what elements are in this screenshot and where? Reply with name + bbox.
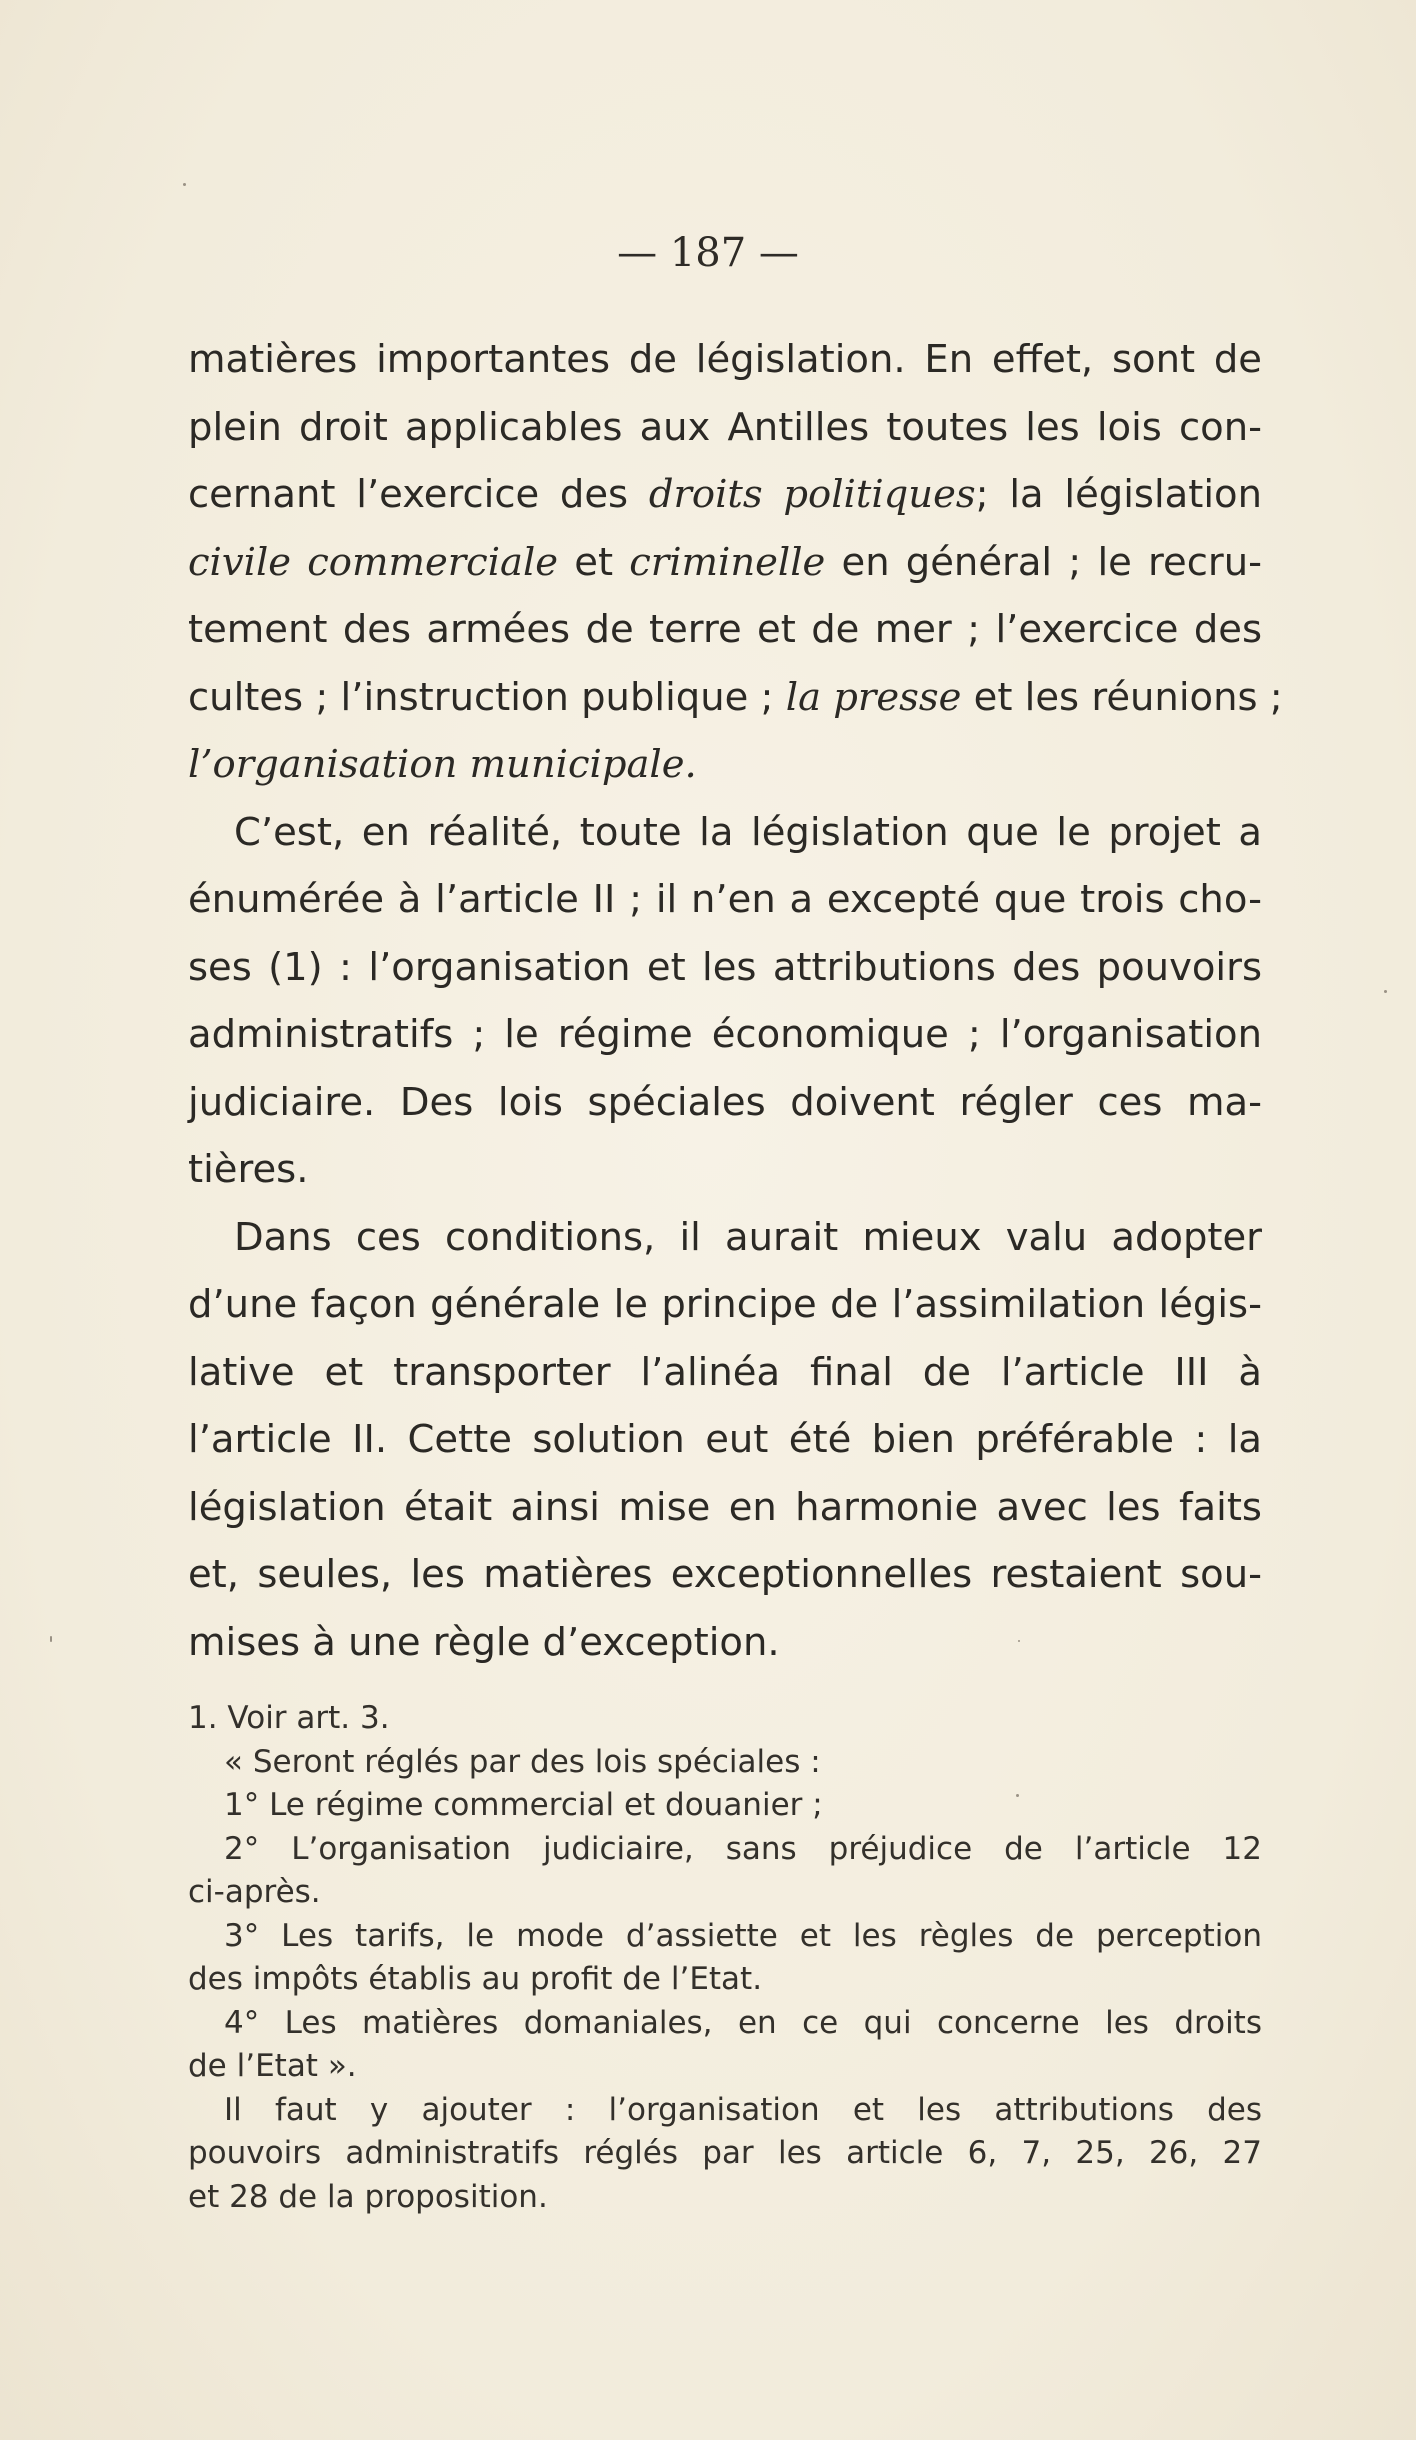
paragraph-2 (188, 799, 1262, 1204)
text-run: et les réunions ; (961, 674, 1283, 720)
footnote-line: « Seront réglés par des lois spéciales : (224, 1743, 821, 1780)
footnote (188, 1697, 1262, 2219)
main-text (188, 326, 1283, 1676)
footnote-line: 1° Le régime commercial et douanier ; (224, 1787, 823, 1823)
text-line: mises à une règle d’exception. (188, 1619, 780, 1665)
text-line: l’article II. Cette solution eut été bien préférable : la (188, 1417, 1262, 1462)
text-line: tières. (188, 1147, 309, 1192)
page-number: — 187 — (617, 230, 799, 276)
text-run: cernant l’exercice des (188, 472, 649, 517)
text-line: lative et transporter l’alinéa final de l’article III à (188, 1349, 1262, 1395)
footnote-line: Il faut y ajouter : l’organisation et les attributions des (224, 2091, 1262, 2128)
italic-text: criminelle (629, 539, 826, 585)
italic-text: droits politiques (648, 472, 976, 517)
text-line: tement des armées de terre et de mer ; l’exercice des (188, 607, 1262, 652)
footnote-line: de l’Etat ». (188, 2048, 357, 2084)
italic-text: la presse (785, 674, 962, 720)
paper-speck (183, 183, 186, 186)
paragraph-3 (188, 1204, 1262, 1677)
text-run: cultes ; l’instruction publique ; (188, 674, 786, 720)
italic-text: l’organisation municipale. (188, 742, 697, 787)
paper-speck (1016, 1794, 1019, 1797)
text-line: et, seules, les matières exceptionnelles restaient sou- (188, 1552, 1262, 1597)
text-line: d’une façon générale le principe de l’assimilation légis- (188, 1282, 1262, 1327)
text-line: administratifs ; le régime économique ; l’organisation (188, 1012, 1262, 1057)
text-line (188, 529, 1262, 597)
paragraph-1 (188, 326, 1283, 799)
paper-speck (1384, 990, 1387, 993)
footnote-line: pouvoirs administratifs réglés par les article 6, 7, 25, 26, 27 (188, 2135, 1262, 2171)
text-line (188, 664, 1283, 732)
italic-text: civile commerciale (188, 539, 559, 585)
footnote-line: 1. Voir art. 3. (188, 1700, 390, 1736)
footnote-line: 3° Les tarifs, le mode d’assiette et les règles de perception (224, 1917, 1262, 1954)
footnote-line: ci-après. (188, 1874, 321, 1910)
text-run: ; la législation (975, 472, 1263, 517)
text-run: en général ; le recru- (825, 539, 1262, 585)
footnote-line: 4° Les matières domaniales, en ce qui concerne les droits (224, 2004, 1262, 2041)
text-line: plein droit applicables aux Antilles toutes les lois con- (188, 404, 1262, 450)
footnote-line: des impôts établis au profit de l’Etat. (188, 1961, 763, 1997)
text-line: Dans ces conditions, il aurait mieux valu adopter (234, 1214, 1262, 1260)
text-line: judiciaire. Des lois spéciales doivent régler ces ma- (188, 1079, 1262, 1125)
text-line: énumérée à l’article II ; il n’en a excepté que trois cho- (188, 877, 1262, 922)
footnote-line: 2° L’organisation judiciaire, sans préjudice de l’article 12 (224, 1830, 1262, 1867)
text-run: et (558, 539, 630, 585)
text-line: législation était ainsi mise en harmonie avec les faits (188, 1484, 1262, 1530)
paper-speck (50, 1636, 52, 1642)
text-line: C’est, en réalité, toute la législation que le projet a (234, 809, 1262, 855)
text-line: ses (1) : l’organisation et les attributions des pouvoirs (188, 944, 1262, 990)
footnote-line: et 28 de la proposition. (188, 2178, 548, 2215)
text-line: matières importantes de législation. En effet, sont de (188, 337, 1262, 382)
paper-speck (1018, 1640, 1020, 1642)
text-line (188, 461, 1262, 529)
